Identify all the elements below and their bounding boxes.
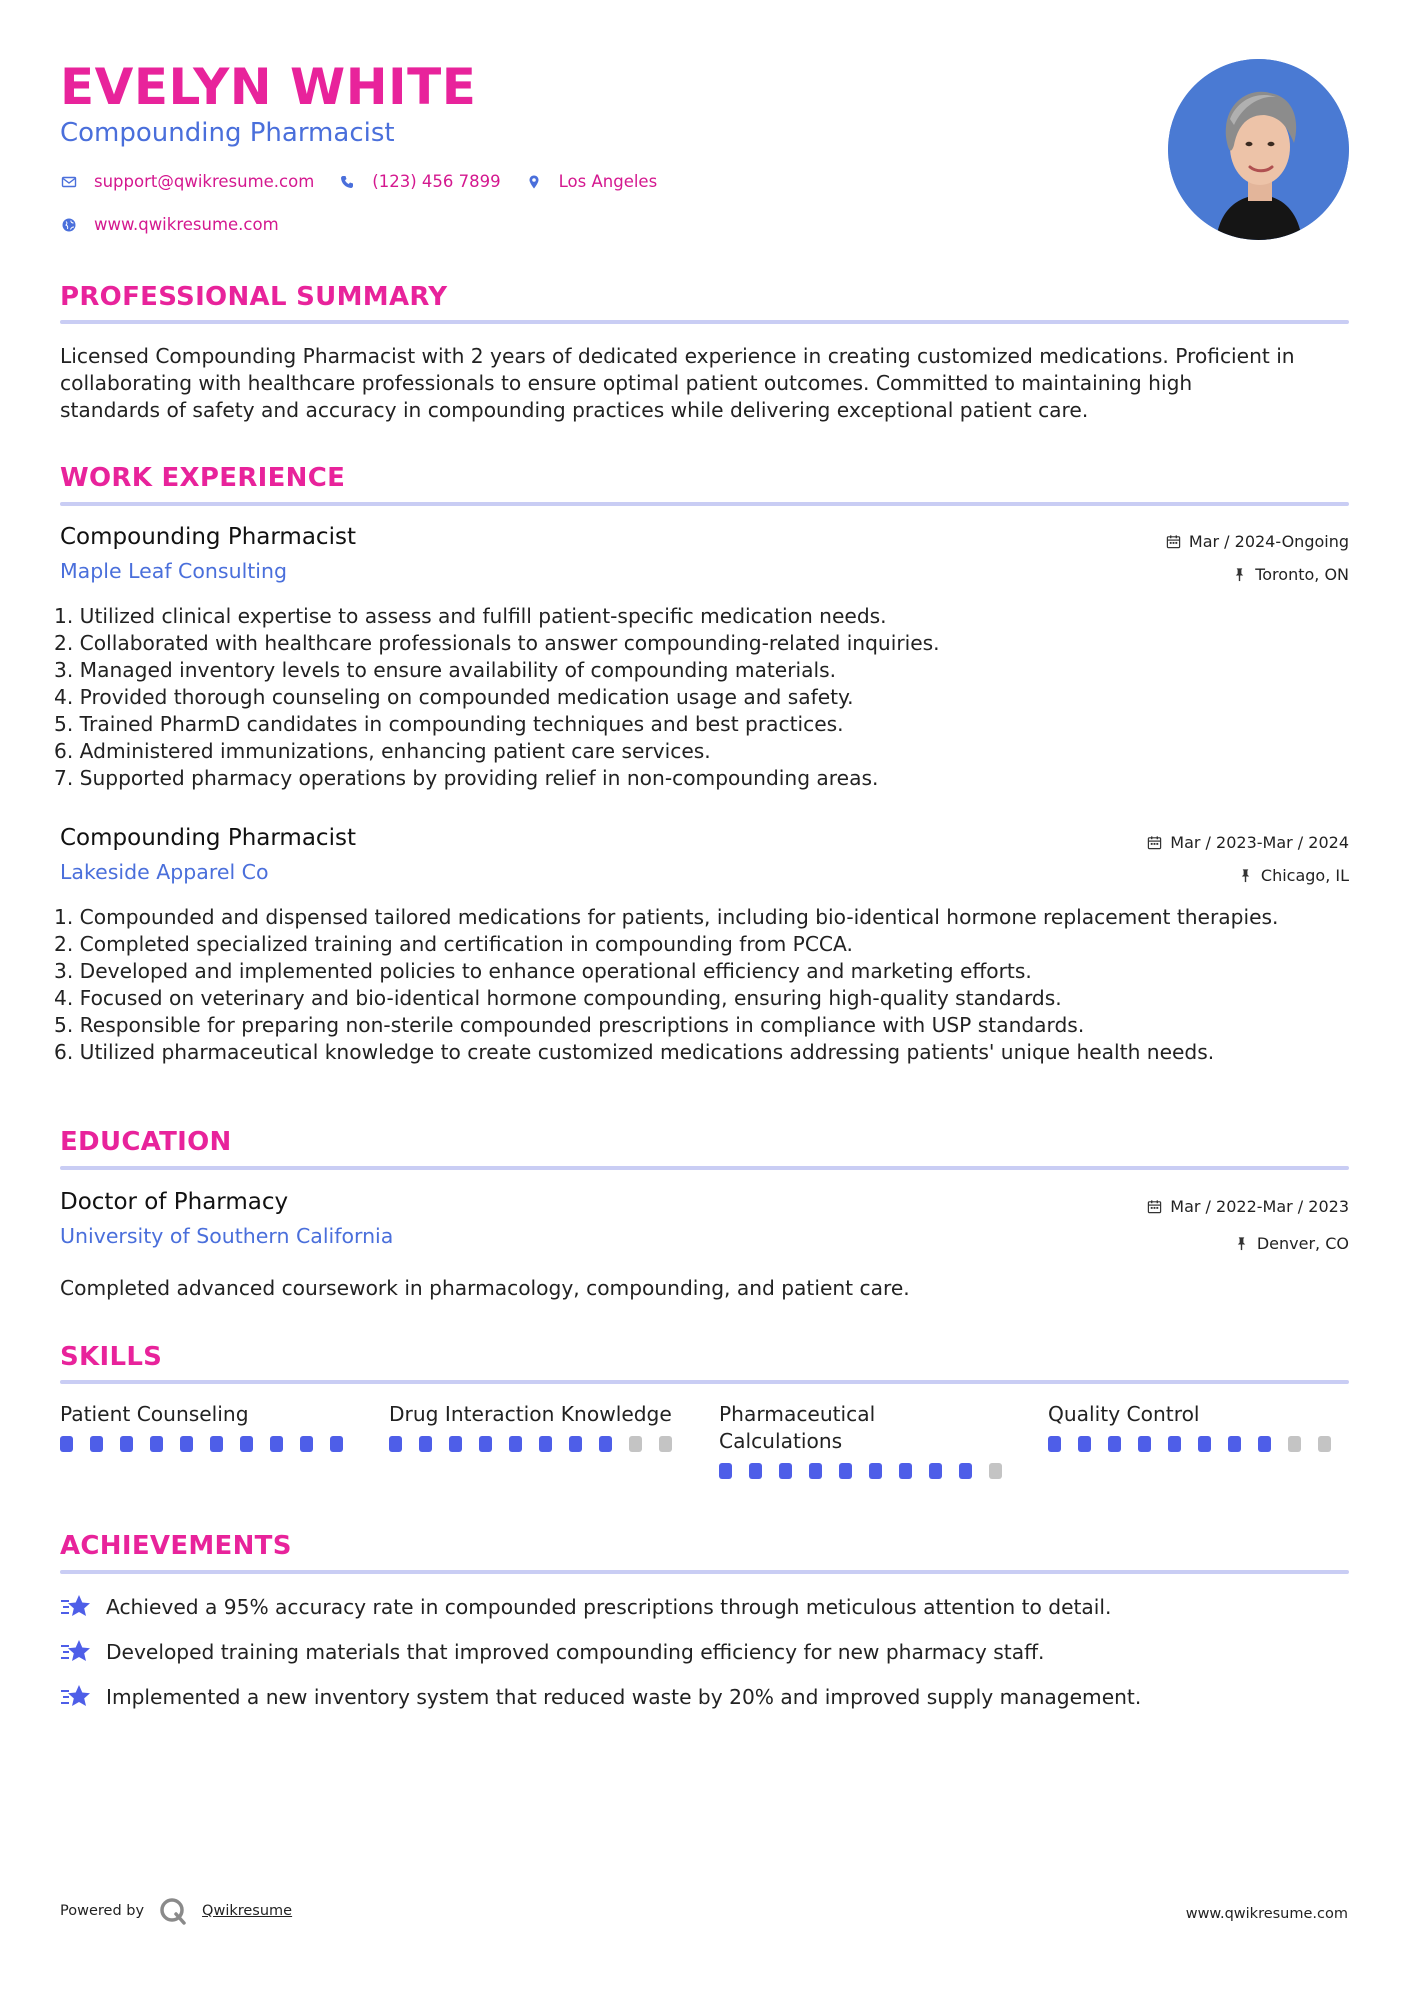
skill-dot-empty [989,1463,1002,1479]
skill-dot-filled [449,1436,462,1452]
skill-dot-filled [749,1463,762,1479]
brand-link[interactable]: Qwikresume [202,1903,293,1919]
skill-dot-filled [419,1436,432,1452]
list-item: 4. Focused on veterinary and bio-identical hormone compounding, ensuring high-quality standards. [54,986,1062,1010]
achievement-text: Developed training materials that improved compounding efficiency for new pharmacy staff. [106,1640,1045,1664]
education-location-text: Denver, CO [1256,1234,1349,1253]
job-entry [54,825,1349,1064]
skill-dot-filled [120,1436,133,1452]
job-bullets [54,904,1278,1066]
skill-item [389,1401,689,1452]
contact-row-primary [60,172,681,191]
star-badge-icon [60,1682,92,1712]
skill-dot-filled [599,1436,612,1452]
skill-dot-filled [569,1436,582,1452]
envelope-icon [60,173,78,191]
job-location-text: Chicago, IL [1260,866,1349,885]
skill-dot-filled [1078,1436,1091,1452]
star-badge-icon [60,1637,92,1667]
list-item: 3. Developed and implemented policies to enhance operational efficiency and marketing efforts. [54,959,1032,983]
section-title-summary: PROFESSIONAL SUMMARY [60,282,448,312]
list-item: 3. Managed inventory levels to ensure availability of compounding materials. [54,658,837,682]
website-text[interactable]: www.qwikresume.com [94,215,279,234]
job-entry [54,524,1349,790]
job-date [1166,532,1349,551]
section-title-experience: WORK EXPERIENCE [60,463,346,493]
skill-dot-filled [1198,1436,1211,1452]
skill-dot-filled [90,1436,103,1452]
skill-dot-filled [899,1463,912,1479]
skill-dot-empty [1288,1436,1301,1452]
phone-icon [338,173,356,191]
star-badge-icon [60,1592,92,1622]
job-date-text: Mar / 2023-Mar / 2024 [1170,833,1349,852]
skill-dot-filled [929,1463,942,1479]
skill-dot-filled [479,1436,492,1452]
profile-photo [1168,59,1349,240]
skill-dot-filled [809,1463,822,1479]
skill-dot-filled [1228,1436,1241,1452]
section-divider [60,1166,1349,1170]
globe-icon [60,216,78,234]
job-role: Compounding Pharmacist [60,524,356,550]
skill-dot-filled [330,1436,343,1452]
skill-dot-filled [1138,1436,1151,1452]
education-description: Completed advanced coursework in pharmacology, compounding, and patient care. [60,1276,910,1300]
job-date-text: Mar / 2024-Ongoing [1188,532,1349,551]
summary-line: collaborating with healthcare professionals to ensure optimal patient outcomes. Committed to maintaining high [60,371,1193,395]
skill-dot-filled [180,1436,193,1452]
skill-dot-filled [1108,1436,1121,1452]
skill-name-continued: Calculations [719,1429,843,1453]
skill-dot-filled [150,1436,163,1452]
job-location [1232,565,1349,584]
skill-dot-empty [659,1436,672,1452]
skill-dot-filled [1168,1436,1181,1452]
skill-rating [1048,1436,1348,1452]
calendar-icon [1166,534,1181,549]
skill-dot-filled [1258,1436,1271,1452]
location-text: Los Angeles [558,172,658,191]
education-entry [60,1189,1349,1299]
job-location-text: Toronto, ON [1255,565,1349,584]
section-divider [60,1380,1349,1384]
skill-dot-filled [240,1436,253,1452]
list-item: 6. Administered immunizations, enhancing patient care services. [54,739,711,763]
email-text[interactable]: support@qwikresume.com [94,172,315,191]
skill-dot-filled [509,1436,522,1452]
job-company: Lakeside Apparel Co [60,860,269,884]
achievement-item [60,1682,1141,1712]
contact-website[interactable] [60,215,279,234]
calendar-icon [1147,835,1162,850]
skill-rating [719,1463,1019,1479]
skills-grid [60,1401,1349,1501]
footer-website[interactable]: www.qwikresume.com [1185,1906,1348,1922]
skill-dot-filled [719,1463,732,1479]
education-date [1147,1197,1349,1216]
job-role: Compounding Pharmacist [60,825,356,851]
section-title-achievements: ACHIEVEMENTS [60,1531,292,1561]
skill-dot-filled [270,1436,283,1452]
skill-dot-filled [869,1463,882,1479]
map-marker-icon [525,173,543,191]
skill-rating [389,1436,689,1452]
skill-item [60,1401,360,1452]
list-item: 2. Collaborated with healthcare professionals to answer compounding-related inquiries. [54,631,940,655]
achievement-text: Achieved a 95% accuracy rate in compounded prescriptions through meticulous attention to detail. [106,1595,1112,1619]
phone-text[interactable]: (123) 456 7899 [372,172,501,191]
pin-icon [1234,1236,1249,1251]
list-item: 2. Completed specialized training and certification in compounding from PCCA. [54,932,853,956]
section-divider [60,1570,1349,1574]
skill-name: Quality Control [1048,1402,1200,1426]
job-location [1238,866,1349,885]
skill-dot-filled [300,1436,313,1452]
footer-powered-by [60,1896,292,1926]
summary-line: standards of safety and accuracy in compounding practices while delivering exceptional patient care. [60,398,1089,422]
job-company: Maple Leaf Consulting [60,559,288,583]
education-school: University of Southern California [60,1224,394,1248]
list-item: 5. Responsible for preparing non-sterile compounded prescriptions in compliance with USP standards. [54,1013,1085,1037]
skill-dot-filled [839,1463,852,1479]
skill-dot-filled [779,1463,792,1479]
education-date-text: Mar / 2022-Mar / 2023 [1170,1197,1349,1216]
skill-rating [60,1436,360,1452]
calendar-icon [1147,1199,1162,1214]
skill-dot-filled [1048,1436,1061,1452]
skill-dot-empty [1318,1436,1331,1452]
list-item: 4. Provided thorough counseling on compounded medication usage and safety. [54,685,854,709]
summary-line: Licensed Compounding Pharmacist with 2 years of dedicated experience in creating customized medications. Proficient in [60,344,1295,368]
education-location [1234,1234,1349,1253]
section-title-education: EDUCATION [60,1127,232,1157]
skill-name: Drug Interaction Knowledge [389,1402,672,1426]
skill-dot-filled [959,1463,972,1479]
contact-row-secondary [60,215,303,234]
job-date [1147,833,1349,852]
list-item: 1. Compounded and dispensed tailored medications for patients, including bio-identical hormone replacement therapies. [54,905,1279,929]
achievement-text: Implemented a new inventory system that reduced waste by 20% and improved supply management. [106,1685,1142,1709]
achievement-item [60,1637,1044,1667]
contact-email[interactable] [60,172,314,191]
list-item: 5. Trained PharmD candidates in compounding techniques and best practices. [54,712,844,736]
list-item: 6. Utilized pharmaceutical knowledge to create customized medications addressing patients' unique health needs. [54,1040,1215,1064]
skill-dot-empty [629,1436,642,1452]
section-divider [60,320,1349,324]
powered-by-label: Powered by [60,1903,145,1919]
job-bullets [54,603,940,792]
education-degree: Doctor of Pharmacy [60,1189,289,1215]
contact-location [525,172,658,191]
section-title-skills: SKILLS [60,1342,163,1372]
skill-item [719,1401,1019,1479]
skill-dot-filled [60,1436,73,1452]
skill-name: Pharmaceutical [719,1402,876,1426]
skill-dot-filled [210,1436,223,1452]
qwikresume-logo-icon [158,1896,188,1926]
list-item: 7. Supported pharmacy operations by providing relief in non-compounding areas. [54,766,879,790]
pin-icon [1232,567,1247,582]
list-item: 1. Utilized clinical expertise to assess and fulfill patient-specific medication needs. [54,604,887,628]
pin-icon [1238,868,1253,883]
candidate-title: Compounding Pharmacist [60,118,395,148]
skill-dot-filled [539,1436,552,1452]
achievement-item [60,1592,1111,1622]
skill-item [1048,1401,1348,1452]
summary-text [60,343,1350,424]
skill-name: Patient Counseling [60,1402,249,1426]
candidate-name: EVELYN WHITE [60,58,477,116]
skill-dot-filled [389,1436,402,1452]
section-divider [60,502,1349,506]
contact-phone[interactable] [338,172,500,191]
